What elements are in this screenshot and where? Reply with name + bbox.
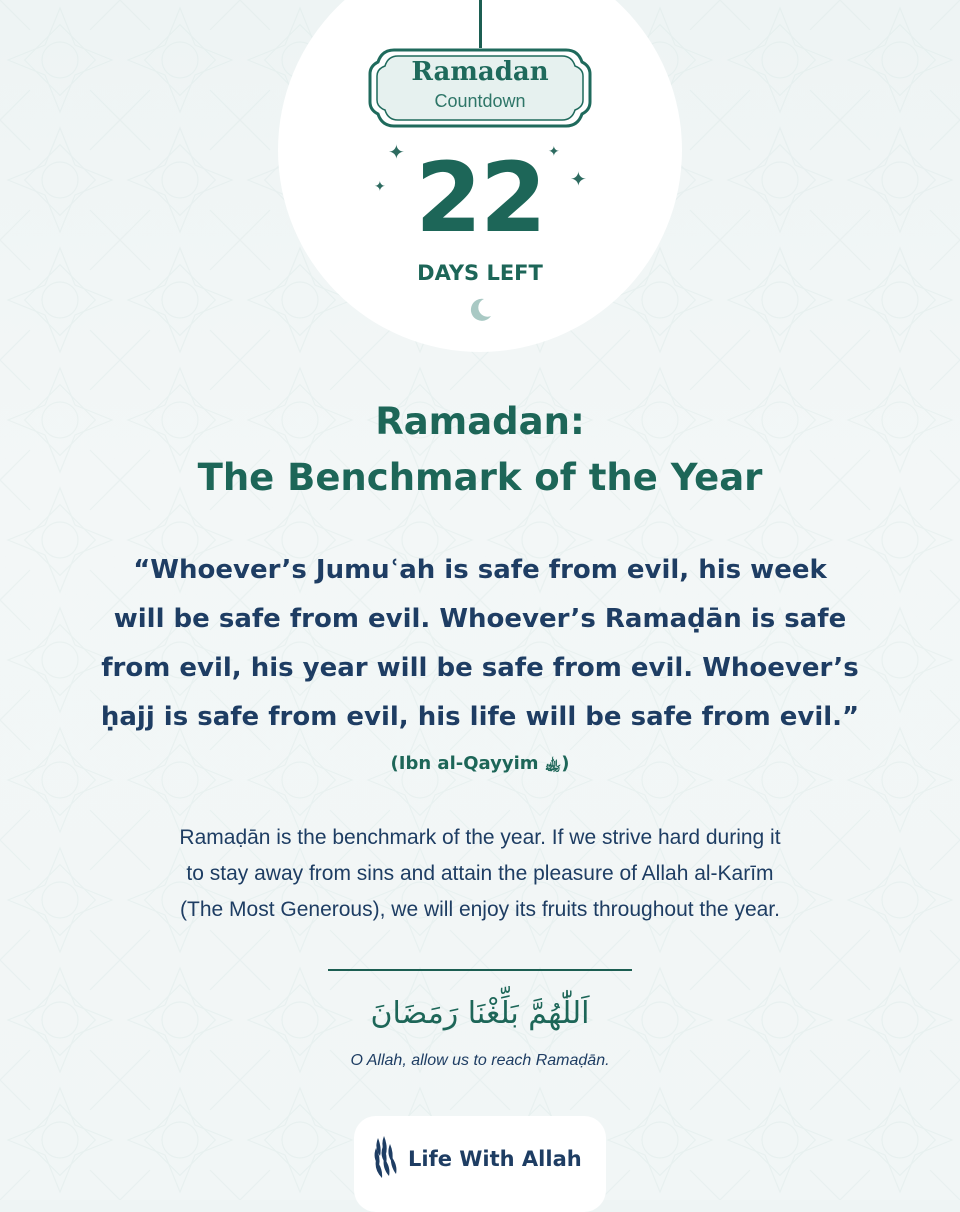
arabic-dua: اَللّٰهُمَّ بَلِّغْنَا رَمَضَانَ [370,996,590,1031]
sparkle-icon: ✦ [570,167,587,191]
brand-name: Life With Allah [408,1147,582,1171]
body-line: Ramaḍān is the benchmark of the year. If we strive hard during it [179,826,781,849]
body-line: to stay away from sins and attain the pleasure of Allah al-Karīm [186,862,774,885]
badge-title: Ramadan [411,57,549,87]
divider [328,969,632,971]
hadith-quote [50,546,910,742]
body-line: (The Most Generous), we will enjoy its fruits throughout the year. [180,898,780,921]
dua-translation: O Allah, allow us to reach Ramaḍān. [350,1052,610,1069]
quote-attribution: (Ibn al-Qayyim ﵀) [390,753,570,774]
quote-line: will be safe from evil. Whoever’s Ramaḍān is safe [113,604,847,634]
crescent-moon-icon [466,296,494,324]
title-line: Ramadan: [375,400,585,443]
sparkle-icon: ✦ [374,179,386,195]
wheat-logo-icon [370,1134,400,1182]
page-title [80,394,880,506]
sparkle-icon: ✦ [388,140,405,164]
quote-line: from evil, his year will be safe from evil. Whoever’s [101,653,859,683]
badge-subtitle: Countdown [434,91,526,111]
quote-line: “Whoever’s Jumuʿah is safe from evil, his week [133,555,827,585]
sparkle-icon: ✦ [548,144,560,160]
days-count: 22 [415,142,545,254]
quote-line: ḥajj is safe from evil, his life will be safe from evil.” [100,702,860,732]
days-left-label: DAYS LEFT [417,261,543,285]
hanging-string [479,0,482,48]
body-paragraph [70,820,890,928]
title-line: The Benchmark of the Year [197,456,763,499]
